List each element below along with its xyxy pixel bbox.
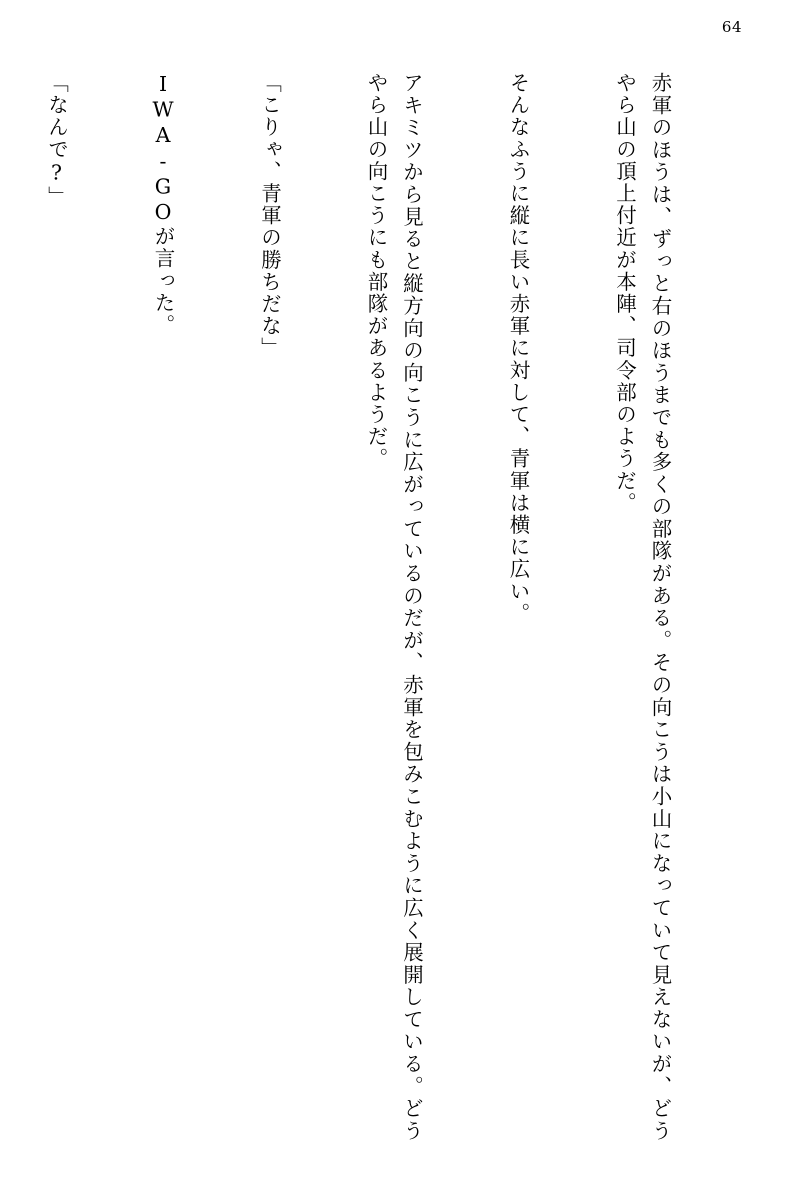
- paragraph: 「なんで?」: [44, 72, 69, 209]
- paragraph: 「こりゃ、青軍の勝ちだな」: [257, 72, 282, 360]
- paragraph: アキミツから見ると縦方向の向こうに広がっているのだが、赤軍を包みこむように広く展開している。どうやら山の向こうにも部隊があるようだ。: [364, 72, 424, 1142]
- page-number: 64: [721, 18, 742, 36]
- paragraph: そんなふうに縦に長い赤軍に対して、青軍は横に広い。: [506, 72, 530, 625]
- paragraph: 赤軍のほうは、ずっと右のほうまでも多くの部隊がある。その向こうは小山になっていて見えないが、どうやら山の頂上付近が本陣、司令部のようだ。: [612, 72, 672, 1142]
- paragraph: IWA‐GOが言った。: [151, 72, 175, 337]
- page-text-body: [46, 72, 748, 1142]
